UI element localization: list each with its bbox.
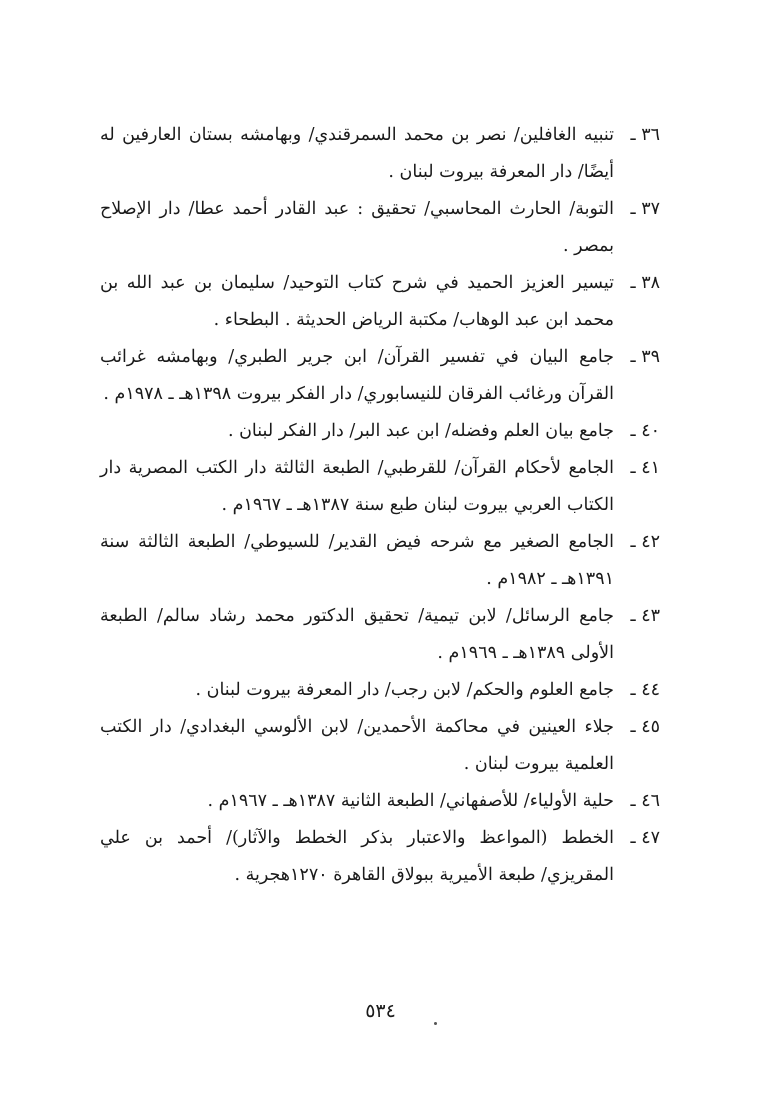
bibliography-entry-44 [100, 672, 660, 709]
entry-text: الجامع لأحكام القرآن/ للقرطبي/ الطبعة الثالثة دار الكتب المصرية دار الكتاب العربي بيروت لبنان طبع سنة ١٣٨٧هـ ـ ١٩٦٧م . [100, 458, 614, 515]
bibliography-entry-46 [100, 783, 660, 820]
entry-number: ٣٦ ـ [630, 125, 660, 145]
entry-text: جلاء العينين في محاكمة الأحمدين/ لابن الألوسي البغدادي/ دار الكتب العلمية بيروت لبنان . [100, 717, 614, 774]
bibliography-entry-40 [100, 413, 660, 450]
bibliography-entry-39 [100, 339, 660, 413]
entry-number: ٤٣ ـ [630, 606, 660, 626]
entry-text: حلية الأولياء/ للأصفهاني/ الطبعة الثانية ١٣٨٧هـ ـ ١٩٦٧م . [207, 791, 614, 811]
entry-number: ٤٢ ـ [630, 532, 660, 552]
print-speck [434, 1022, 437, 1025]
entry-text: جامع بيان العلم وفضله/ ابن عبد البر/ دار الفكر لبنان . [227, 421, 614, 441]
bibliography-entry-37 [100, 191, 660, 265]
entry-number: ٣٨ ـ [630, 273, 660, 293]
entry-text: الجامع الصغير مع شرحه فيض القدير/ للسيوطي/ الطبعة الثالثة سنة ١٣٩١هـ ـ ١٩٨٢م . [100, 532, 614, 589]
bibliography-entry-38 [100, 265, 660, 339]
entry-text: تنبيه الغافلين/ نصر بن محمد السمرقندي/ وبهامشه بستان العارفين له أيضًا/ دار المعرفة بيروت لبنان . [100, 125, 614, 182]
entry-number: ٤٦ ـ [630, 791, 660, 811]
entry-number: ٣٩ ـ [630, 347, 660, 367]
bibliography-entry-43 [100, 598, 660, 672]
entry-number: ٤٥ ـ [630, 717, 660, 737]
entry-text: الخطط (المواعظ والاعتبار بذكر الخطط والآثار)/ أحمد بن علي المقريزي/ طبعة الأميرية ببولاق القاهرة ١٢٧٠هجرية . [100, 828, 614, 885]
bibliography-entry-41 [100, 450, 660, 524]
entry-text: جامع الرسائل/ لابن تيمية/ تحقيق الدكتور محمد رشاد سالم/ الطبعة الأولى ١٣٨٩هـ ـ ١٩٦٩م . [100, 606, 614, 663]
bibliography-entry-47 [100, 820, 660, 894]
bibliography-entry-42 [100, 524, 660, 598]
entry-number: ٤٧ ـ [630, 828, 660, 848]
bibliography-entry-45 [100, 709, 660, 783]
entry-number: ٤١ ـ [630, 458, 660, 478]
entry-text: جامع العلوم والحكم/ لابن رجب/ دار المعرفة بيروت لبنان . [195, 680, 614, 700]
entry-number: ٣٧ ـ [630, 199, 660, 219]
entry-text: التوبة/ الحارث المحاسبي/ تحقيق : عبد القادر أحمد عطا/ دار الإصلاح بمصر . [100, 199, 614, 256]
page-number: ٥٣٤ [365, 1000, 396, 1022]
bibliography-list [100, 117, 660, 894]
entry-number: ٤٠ ـ [630, 421, 660, 441]
entry-number: ٤٤ ـ [630, 680, 660, 700]
entry-text: تيسير العزيز الحميد في شرح كتاب التوحيد/ سليمان بن عبد الله بن محمد ابن عبد الوهاب/ مكتبة الرياض الحديثة . البطحاء . [100, 273, 614, 330]
entry-text: جامع البيان في تفسير القرآن/ ابن جرير الطبري/ وبهامشه غرائب القرآن ورغائب الفرقان للنيسابوري/ دار الفكر بيروت ١٣٩٨هـ ـ ١٩٧٨م . [100, 347, 614, 404]
bibliography-entry-36 [100, 117, 660, 191]
